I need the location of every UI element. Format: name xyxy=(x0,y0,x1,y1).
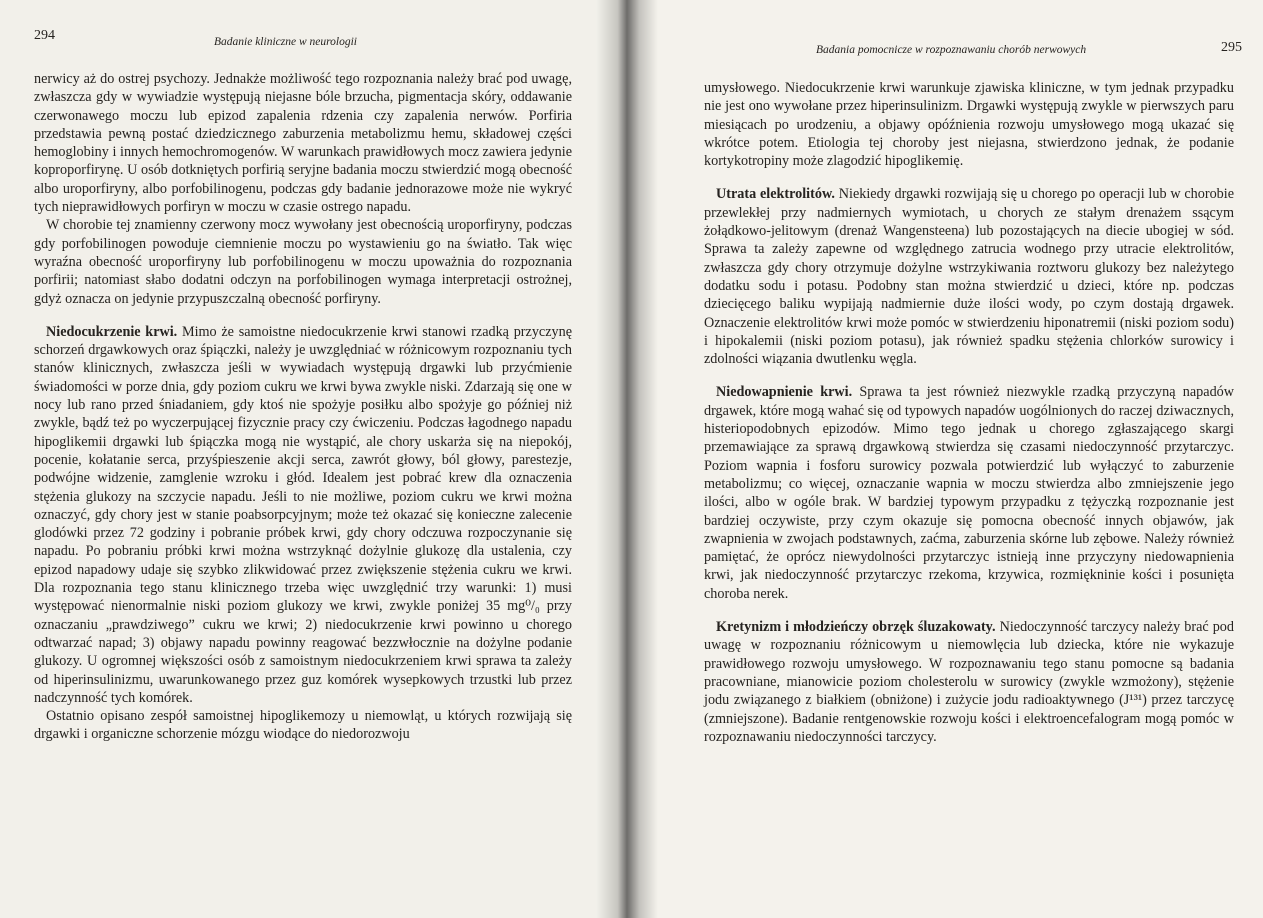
heading-hypoglycemia: Niedocukrzenie krwi. xyxy=(46,323,178,340)
page-number-left: 294 xyxy=(34,28,55,43)
paragraph-cretinism: Niedoczynność tarczycy należy brać pod uwagę w rozpoznaniu różnicowym u niemowlęcia lub dziecka, które nie wykazuje prawidłowego rozwoju umysłowego. W rozpoznawaniu tego stanu pomocne są badania pracowniane, mianowicie poziom cholesterolu w surowicy (zwykle wzmożony), stężenie jodu związanego z białkiem (obniżone) i zużycie jodu radioaktywnego (J¹³¹) przez tarczycę (zmniejszone). Badanie rentgenowskie rozwoju kości i elektroencefalogram mogą pomóc w rozpoznawaniu niedoczynności tarczycy. xyxy=(704,619,1234,745)
section-electrolytes xyxy=(704,185,1234,368)
heading-hypocalcemia: Niedowapnienie krwi. xyxy=(716,384,853,401)
heading-cretinism: Kretynizm i młodzieńczy obrzęk śluzakowaty. xyxy=(716,619,996,636)
running-head-left: Badanie kliniczne w neurologii xyxy=(214,36,357,48)
section-cretinism xyxy=(704,618,1234,746)
right-page-body xyxy=(704,79,1234,746)
right-page xyxy=(632,0,1263,918)
paragraph-porphyria: nerwicy aż do ostrej psychozy. Jednakże możliwość tego rozpoznania należy brać pod uwagę, zwłaszcza gdy w wywiadzie występują niejasne bóle brzucha, pigmentacja skóry, oddawanie czerwonawego moczu lub epizod zapalenia rdzenia czy zapalenia nerwów. Porfiria przedstawia pewną postać dziedzicznego zaburzenia metabolizmu hemu, składowej części hemoglobiny i innych hemochromogenów. W warunkach prawidłowych mocz zawiera jedynie koproporfirynę. U osób dotkniętych porfirią seryjne badania moczu stwierdzić mogą obecność albo uroporfiryny, albo porfobilinogenu, podczas gdy badanie jednorazowe może nie wykryć tych nieprawidłowych porfiryn w moczu w czasie ostrego napadu. xyxy=(34,71,572,216)
left-page-body xyxy=(34,70,572,744)
paragraph-porphyria-urine: W chorobie tej znamienny czerwony mocz wywołany jest obecnością uroporfiryny, podczas gdy porfobilinogen powoduje ciemnienie moczu po wystawieniu go na światło. Tak więc wyraźna obecność uroporfiryny lub porfobilinogenu w moczu upoważnia do rozpoznania porfirii; natomiast słabo dodatni odczyn na porfobilinogen wymaga interpretacji ostrożnej, gdyż oznacza on jedynie przypuszczalną obecność porfiryny. xyxy=(34,217,572,307)
page-number-right: 295 xyxy=(1221,40,1242,55)
paragraph-hypocalcemia: Sprawa ta jest również niezwykle rzadką przyczyną napadów drgawek, które mogą wahać się od typowych napadów uogólnionych do raczej dziwacznych, histeriopodobnych epizodów. Mimo tego jednak u chorego zgłaszającego skargi przemawiające za sprawą drgawkową stwierdza się czasami niedoczynność przytarczyc. Poziom wapnia i fosforu surowicy pozwala potwierdzić lub wyłączyć to zaburzenie metabolizmu; co więcej, oznaczanie wapnia w moczu stwierdza albo zmniejszenie jego ilości, albo w ogóle brak. W bardziej typowym przypadku z tężyczką rozpoznanie jest bardziej oczywiste, przy czym okazuje się pomocna obecność innych objawów, jak zwapnienia w zwojach podstawnych, zaćma, zaburzenia skórne lub zębowe. Należy również pamiętać, że oprócz niewydolności przytarczyc istnieją inne przyczyny niedowapnienia krwi, jak niedoczynność przytarczyc rzekoma, krzywica, rozmiękninie kości i posunięta choroba nerek. xyxy=(704,384,1234,602)
paragraph-hypoglycemia: Mimo że samoistne niedocukrzenie krwi stanowi rzadką przyczynę schorzeń drgawkowych oraz śpiączki, należy je uwzględniać w różnicowym rozpoznaniu tych stanów klinicznych, zwłaszcza jeśli w wywiadach występują drgawki lub przyćmienie świadomości w porze dnia, gdy poziom cukru we krwi bywa zwykle niski. Zdarzają się one w nocy lub rano przed śniadaniem, gdy ktoś nie spożyje posiłku albo spożyje go później niż zwykle, bądź też po wyczerpującej fizycznie pracy czy ćwiczeniu. Podczas łagodnego napadu hipoglikemii drgawki lub śpiączka mogą nie wystąpić, ale chory uskarża się na niepokój, pocenie, kołatanie serca, przyśpieszenie akcji serca, zawrót głowy, ból głowy, parestezje, podwójne widzenie, zamglenie wzroku i głód. Idealem jest pobrać krew dla oznaczenia stężenia glukozy na szczycie napadu. Jeśli to nie możliwe, poziom cukru we krwi można oznaczyć, gdy chory jest w stanie poabsorpcyjnym; może też okazać się konieczne zalecenie glodówki przez 72 godziny i pobranie próbek krwi, gdy chory odczuwa rozpoczynanie się napadu. Po pobraniu próbki krwi można wstrzyknąć dożylnie glukozę dla ustalenia, czy epizod napadowy udaje się szybko zlikwidować przez zwiększenie stężenia cukru we krwi. Dla rozpoznania tego stanu klinicznego trzeba więc uwzględnić trzy warunki: 1) musi występować nienormalnie niski poziom glukozy we krwi, zwykle poniżej 35 mg⁰/₀ przy oznaczaniu „prawdziwego” cukru we krwi; 2) niedocukrzenie krwi powinno u chorego odtwarzać napad; 3) objawy napadu powinny reagować bezzwłocznie na dożylne podanie glukozy. U ogromnej większości osób z samoistnym niedocukrzeniem krwi sprawa ta zależy od hiperinsulinizmu, uwarunkowanego przez guz komórek wysepkowych trzustki lub przez nadczynność tych komórek. xyxy=(34,323,572,706)
paragraph-electrolytes: Niekiedy drgawki rozwijają się u chorego po operacji lub w chorobie przewlekłej przy nadmiernych wymiotach, u chorych ze stałym drenażem ssącym żołądkowo-jelitowym (drenaż Wangensteena) lub pozostających na diecie ubogiej w sód. Sprawa ta zależy zapewne od względnego zatrucia wodnego przy utracie elektrolitów, zwłaszcza gdy chory otrzymuje dożylne wstrzykiwania roztworu glukozy bez należytego dodatku sodu i potasu. Podobny stan można stwierdzić u dzieci, które np. podczas dziecięcego baliku wypijają nadmiernie duże ilości wody, po czym dostają drgawek. Oznaczenie elektrolitów krwi może pomóc w stwierdzeniu hiponatremii (niski poziom sodu) i hipokalemii (niski poziom potasu), jak również spadku stężenia chlorków surowicy i zdolności wiązania dwutlenku węgla. xyxy=(704,186,1235,368)
heading-electrolytes: Utrata elektrolitów. xyxy=(716,186,835,203)
paragraph-infant-continued: umysłowego. Niedocukrzenie krwi warunkuje zjawiska kliniczne, w tym jednak przypadku nie jest ono wywołane przez hiperinsulinizm. Drgawki występują zwykle w pierwszych paru miesiącach po urodzeniu, a objawy opóźnienia rozwoju umysłowego mogą ukazać się wkrótce potem. Etiologia tej choroby jest niejasna, stwierdzono jednak, że podanie kortykotropiny może zlagodzić hipoglikemię. xyxy=(704,80,1234,170)
paragraph-infant-hypoglycemia: Ostatnio opisano zespół samoistnej hipoglikemozy u niemowląt, u których rozwijają się drgawki i organiczne schorzenie mózgu wiodące do niedorozwoju xyxy=(34,708,572,743)
section-hypocalcemia xyxy=(704,383,1234,603)
section-hypoglycemia xyxy=(34,323,572,707)
running-head-right: Badania pomocnicze w rozpoznawaniu chorób nerwowych xyxy=(816,44,1087,56)
